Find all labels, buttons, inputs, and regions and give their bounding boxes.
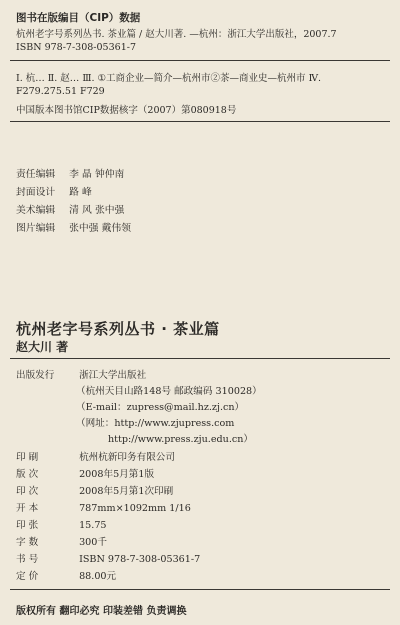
publisher-address: （杭州天目山路148号 邮政编码 310028） — [76, 386, 262, 397]
staff-row — [16, 184, 92, 198]
detail-value: 787mm×1092mm 1/16 — [79, 503, 191, 514]
divider — [10, 60, 390, 61]
detail-label: 定 价 — [16, 571, 39, 582]
staff-row — [16, 166, 124, 180]
publisher-row — [16, 367, 146, 381]
divider — [10, 589, 390, 590]
detail-row — [16, 568, 116, 582]
detail-value: 2008年5月第1次印刷 — [79, 486, 174, 497]
detail-label: 字 数 — [16, 537, 39, 548]
cip-title: 图书在版编目（CIP）数据 — [16, 12, 141, 24]
publisher-label: 出版发行 — [16, 370, 55, 381]
cip-line-catalog: 杭州老字号系列丛书. 茶业篇 / 赵大川著. —杭州：浙江大学出版社，2007.7 — [16, 29, 337, 40]
staff-role: 美术编辑 — [16, 205, 56, 216]
copyright-notice: 版权所有 翻印必究 印装差错 负责调换 — [16, 606, 187, 617]
book-title: 杭州老字号系列丛书 · 茶业篇 — [16, 320, 220, 338]
detail-value: ISBN 978-7-308-05361-7 — [79, 554, 201, 565]
detail-row — [16, 449, 175, 463]
staff-row — [16, 220, 131, 234]
detail-row — [16, 517, 107, 531]
detail-label: 印 张 — [16, 520, 39, 531]
detail-value: 88.00元 — [79, 571, 117, 582]
detail-label: 印 刷 — [16, 452, 39, 463]
cip-line-isbn: ISBN 978-7-308-05361-7 — [16, 42, 136, 53]
staff-names: 张中强 戴伟领 — [69, 223, 132, 234]
cip-line-subjects: Ⅰ. 杭… Ⅱ. 赵… Ⅲ. ①工商企业—简介—杭州市②茶—商业史—杭州市 Ⅳ. — [16, 73, 322, 84]
staff-role: 封面设计 — [16, 187, 56, 198]
staff-role: 图片编辑 — [16, 223, 56, 234]
detail-label: 版 次 — [16, 469, 39, 480]
detail-value: 2008年5月第1版 — [79, 469, 155, 480]
cip-line-record-number: 中国版本图书馆CIP数据核字（2007）第080918号 — [16, 105, 237, 116]
staff-names: 李 晶 钟仲南 — [69, 169, 125, 180]
detail-value: 杭州杭新印务有限公司 — [79, 452, 175, 463]
detail-row — [16, 551, 200, 565]
publisher-website: （网址：http://www.zjupress.com — [76, 418, 235, 429]
detail-label: 印 次 — [16, 486, 39, 497]
detail-row — [16, 500, 191, 514]
divider — [10, 121, 390, 122]
staff-names: 路 峰 — [69, 187, 92, 198]
publisher-name: 浙江大学出版社 — [79, 370, 147, 381]
detail-row — [16, 466, 154, 480]
staff-row — [16, 202, 124, 216]
detail-value: 300千 — [79, 537, 107, 548]
detail-row — [16, 483, 173, 497]
staff-names: 清 风 张中强 — [69, 205, 125, 216]
divider — [10, 358, 390, 359]
detail-row — [16, 534, 107, 548]
cip-line-classification: F279.275.51 F729 — [16, 86, 105, 97]
detail-value: 15.75 — [79, 520, 107, 531]
detail-label: 开 本 — [16, 503, 39, 514]
publisher-website-alt: http://www.press.zju.edu.cn） — [108, 434, 254, 445]
detail-label: 书 号 — [16, 554, 39, 565]
staff-role: 责任编辑 — [16, 169, 56, 180]
publisher-email: （E-mail：zupress@mail.hz.zj.cn） — [76, 402, 245, 413]
book-author: 赵大川 著 — [16, 340, 69, 354]
